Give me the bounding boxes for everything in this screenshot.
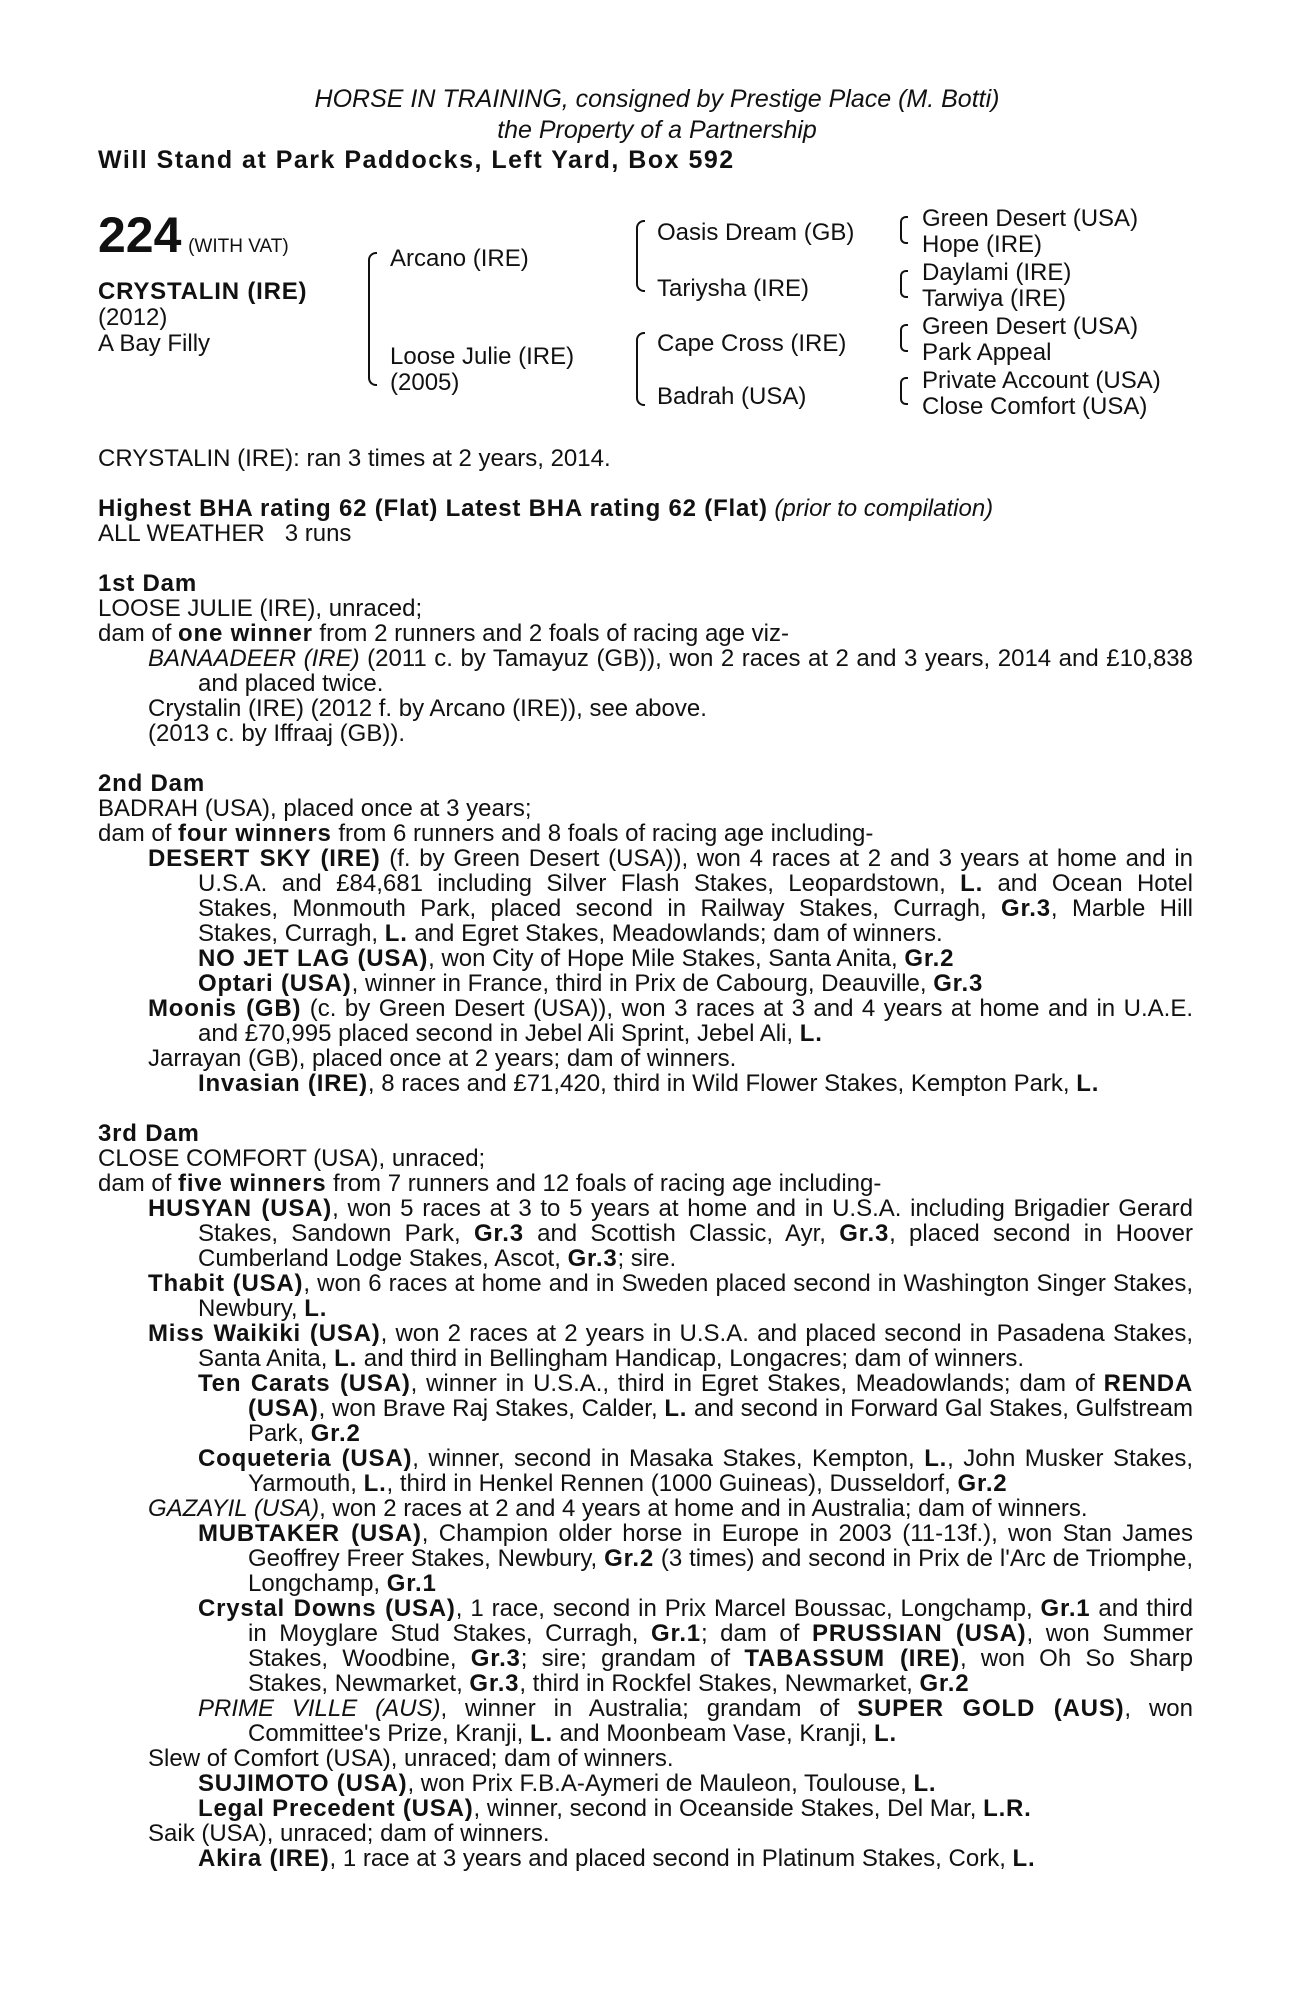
all-weather-label: ALL WEATHER <box>98 520 265 547</box>
horse-name: CRYSTALIN (IRE) <box>98 278 308 305</box>
property-line: the Property of a Partnership <box>497 116 817 144</box>
rating-text: Highest BHA rating 62 (Flat) Latest BHA rating 62 (Flat) <box>98 495 768 522</box>
produce-line: dam of four winners from 6 runners and 8 foals of racing age including- <box>98 820 874 847</box>
dam-intro: BADRAH (USA), placed once at 3 years; <box>98 795 532 822</box>
pedigree-brace <box>368 252 377 386</box>
ancestor: Green Desert (USA) <box>922 313 1139 340</box>
produce-entry: (2013 c. by Iffraaj (GB)). <box>148 720 405 747</box>
pedigree-brace <box>900 377 908 405</box>
race-summary: CRYSTALIN (IRE): ran 3 times at 2 years, 2014. <box>98 445 611 472</box>
produce-entry: Thabit (USA), won 6 races at home and in Sweden placed second in Washington Singer Stakes, Newbury, L. <box>148 1270 1193 1322</box>
pedigree-brace <box>636 220 645 292</box>
catalogue-body <box>98 446 1193 1871</box>
produce-entry: NO JET LAG (USA), won City of Hope Mile Stakes, Santa Anita, Gr.2 <box>198 945 955 972</box>
dam-intro: LOOSE JULIE (IRE), unraced; <box>98 595 423 622</box>
ancestor: Daylami (IRE) <box>922 259 1072 286</box>
produce-entry: PRIME VILLE (AUS), winner in Australia; grandam of SUPER GOLD (AUS), won Committee's Prize, Kranji, L. and Moonbeam Vase, Kranji, L. <box>198 1695 1193 1747</box>
rating-line <box>98 496 1193 521</box>
all-weather-line <box>98 521 1193 546</box>
vat-note: (WITH VAT) <box>188 236 289 257</box>
sire: Arcano (IRE) <box>390 245 529 272</box>
ancestor: Tarwiya (IRE) <box>922 285 1067 312</box>
pedigree-brace <box>900 270 908 298</box>
section-heading: 2nd Dam <box>98 770 205 797</box>
produce-entry: Optari (USA), winner in France, third in Prix de Cabourg, Deauville, Gr.3 <box>198 970 984 997</box>
produce-entry: GAZAYIL (USA), won 2 races at 2 and 4 years at home and in Australia; dam of winners. <box>148 1495 1088 1522</box>
dam-dam: Badrah (USA) <box>657 383 807 410</box>
produce-entry: BANAADEER (IRE) (2011 c. by Tamayuz (GB)), won 2 races at 2 and 3 years, 2014 and £10,838 and placed twice. <box>148 645 1194 697</box>
produce-entry: Saik (USA), unraced; dam of winners. <box>148 1820 550 1847</box>
section-heading: 1st Dam <box>98 570 197 597</box>
produce-entry: Invasian (IRE), 8 races and £71,420, third in Wild Flower Stakes, Kempton Park, L. <box>198 1070 1100 1097</box>
produce-entry: Coqueteria (USA), winner, second in Masaka Stakes, Kempton, L., John Musker Stakes, Yarmouth, L., third in Henkel Rennen (1000 Guineas), Dusseldorf, Gr.2 <box>198 1445 1193 1497</box>
ancestor: Hope (IRE) <box>922 231 1043 258</box>
ancestor: Close Comfort (USA) <box>922 393 1148 420</box>
produce-entry: Akira (IRE), 1 race at 3 years and placed second in Platinum Stakes, Cork, L. <box>198 1845 1036 1872</box>
produce-entry: SUJIMOTO (USA), won Prix F.B.A-Aymeri de Mauleon, Toulouse, L. <box>198 1770 937 1797</box>
ancestor: Park Appeal <box>922 339 1052 366</box>
produce-entry: Miss Waikiki (USA), won 2 races at 2 years in U.S.A. and placed second in Pasadena Stakes, Santa Anita, L. and third in Bellingham Handicap, Longacres; dam of winners. <box>148 1320 1193 1372</box>
pedigree-brace <box>900 324 908 352</box>
ancestor: Green Desert (USA) <box>922 205 1139 232</box>
produce-entry: Jarrayan (GB), placed once at 2 years; dam of winners. <box>148 1045 737 1072</box>
produce-entry: DESERT SKY (IRE) (f. by Green Desert (USA)), won 4 races at 2 and 3 years at home and in U.S.A. and £84,681 including Silver Flash Stakes, Leopardstown, L. and Ocean Hotel Stakes, Monmouth Park, placed second in Railway Stakes, Curragh, Gr.3, Marble Hill Stakes, Curragh, L. and Egret Stakes, Meadowlands; dam of winners. <box>148 845 1194 947</box>
dam-year: (2005) <box>390 369 460 396</box>
produce-entry: MUBTAKER (USA), Champion older horse in Europe in 2003 (11-13f.), won Stan James Geoffrey Freer Stakes, Newbury, Gr.2 (3 times) and second in Prix de l'Arc de Triomphe, Longchamp, Gr.1 <box>198 1520 1193 1597</box>
produce-entry: Legal Precedent (USA), winner, second in Oceanside Stakes, Del Mar, L.R. <box>198 1795 1032 1822</box>
ancestor: Private Account (USA) <box>922 367 1161 394</box>
dam-sire: Cape Cross (IRE) <box>657 330 847 357</box>
horse-description: A Bay Filly <box>98 330 211 357</box>
produce-entry: Ten Carats (USA), winner in U.S.A., third in Egret Stakes, Meadowlands; dam of RENDA (USA), won Brave Raj Stakes, Calder, L. and second in Forward Gal Stakes, Gulfstream Park, Gr.2 <box>198 1370 1193 1447</box>
horse-year: (2012) <box>98 304 168 331</box>
pedigree-brace <box>636 332 645 406</box>
section-heading: 3rd Dam <box>98 1120 200 1147</box>
lot-number: 224 <box>98 207 182 263</box>
produce-line: dam of five winners from 7 runners and 12 foals of racing age including- <box>98 1170 882 1197</box>
produce-entry: HUSYAN (USA), won 5 races at 3 to 5 years at home and in U.S.A. including Brigadier Gerard Stakes, Sandown Park, Gr.3 and Scottish Classic, Ayr, Gr.3, placed second in Hoover Cumberland Lodge Stakes, Ascot, Gr.3; sire. <box>148 1195 1194 1272</box>
rating-note: (prior to compilation) <box>774 495 994 522</box>
consignor-line: HORSE IN TRAINING, consigned by Prestige Place (M. Botti) <box>314 85 1000 113</box>
pedigree-brace <box>900 216 908 244</box>
stabling-line: Will Stand at Park Paddocks, Left Yard, Box 592 <box>98 146 735 174</box>
produce-entry: Moonis (GB) (c. by Green Desert (USA)), won 3 races at 3 and 4 years at home and in U.A.E. and £70,995 placed second in Jebel Ali Sprint, Jebel Ali, L. <box>148 995 1193 1047</box>
lot-block <box>98 207 289 263</box>
dam: Loose Julie (IRE) <box>390 343 575 370</box>
produce-entry: Crystal Downs (USA), 1 race, second in Prix Marcel Boussac, Longchamp, Gr.1 and third in Moyglare Stud Stakes, Curragh, Gr.1; dam of PRUSSIAN (USA), won Summer Stakes, Woodbine, Gr.3; sire; grandam of TABASSUM (IRE), won Oh So Sharp Stakes, Newmarket, Gr.3, third in Rockfel Stakes, Newmarket, Gr.2 <box>198 1595 1194 1697</box>
sire-sire: Oasis Dream (GB) <box>657 219 855 246</box>
produce-entry: Slew of Comfort (USA), unraced; dam of winners. <box>148 1745 674 1772</box>
produce-entry: Crystalin (IRE) (2012 f. by Arcano (IRE)), see above. <box>148 695 707 722</box>
dam-intro: CLOSE COMFORT (USA), unraced; <box>98 1145 486 1172</box>
sire-dam: Tariysha (IRE) <box>657 275 810 302</box>
all-weather-runs: 3 runs <box>284 520 352 547</box>
produce-line: dam of one winner from 2 runners and 2 foals of racing age viz- <box>98 620 789 647</box>
